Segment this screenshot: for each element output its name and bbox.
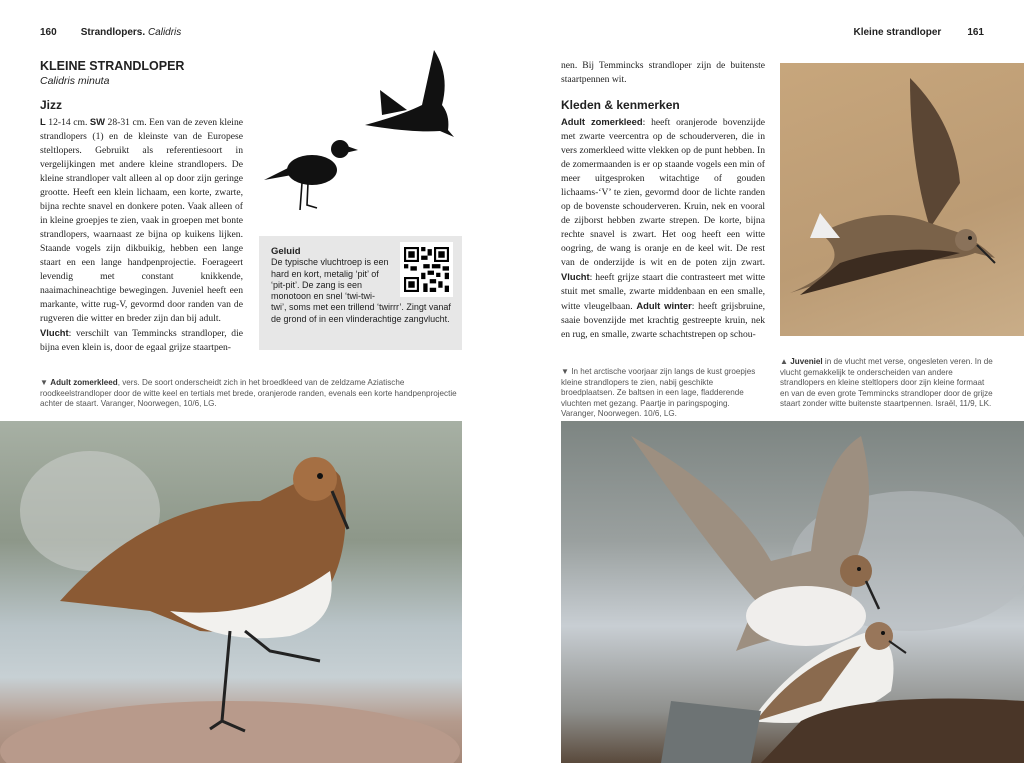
left-photo-caption bbox=[40, 378, 462, 410]
middle-photo-caption bbox=[561, 367, 766, 420]
standing-sandpiper-image bbox=[0, 421, 462, 763]
text-segment: : heeft oranjerode bovenzijde met zwarte veercentra op de schouderveren, die in vers zomerkleed witte vlekken op de punt hebben. In de zomermaanden is er op staande vogels een min of meer uitgesproken witachtige of gouden lichaams-‘V’ te zien, gevormd door de lichte randen op de bovenste schouderveren. Kruin, nek en vooral de zijborst hebben zwarte strepen. De korte, bijna rechte snavel is zwart. Het oog heeft een witte oogring, de wang is oranje en de keel wit. De rest van de onderzijde is wit en de poten zijn zwart. bbox=[561, 117, 765, 268]
bird-silhouettes bbox=[262, 45, 462, 215]
bold-term: Adult zomerkleed bbox=[50, 378, 118, 387]
latin-name: Calidris minuta bbox=[40, 75, 110, 87]
text-segment: 12-14 cm. bbox=[45, 117, 90, 128]
sound-text-content: De typische vluchtroep is een hard en kort, metalig ‘pit’ of ‘pit-pit’. De zang is een monotoon en snel ‘twi-twi-twi’, soms met een trillend ‘twirrr’. Zingt vanaf de grond of in een vlinderachtige zangvlucht. bbox=[271, 257, 451, 324]
page-number: 161 bbox=[967, 27, 984, 38]
jizz-text bbox=[40, 115, 243, 355]
text-segment: in de vlucht met verse, ongesleten veren. In de vlucht gemakkelijk te onderscheiden van andere strandlopers en kleine steltlopers door zijn kleine formaat en van de even grote Temmincks strandloper door de grijze staart zonder witte buitenste staartpennen. Israël, 11/9, LK. bbox=[780, 357, 993, 408]
bold-term: Adult winter bbox=[636, 300, 692, 311]
text-segment: ▼ In het arctische voorjaar zijn langs de kust groepjes kleine strandlopers te zien, nabij geschikte broedplaatsen. Ze baltsen in een lage, fladderende vluchten met gezang. Paartje in paringspoging. Varanger, Noorwegen. 10/6, LG. bbox=[561, 367, 756, 418]
running-head: Strandlopers. bbox=[80, 27, 146, 38]
plumage-heading: Kleden & kenmerken bbox=[561, 98, 680, 112]
text-segment: , vers. De soort onderscheidt zich in het broedkleed van de zeldzame Aziatische roodkeelstrandloper door de witte keel en tertials met brede, oranjerode randen, evenals een korte handpenprojectie achter de staart. Varanger, Noorwegen, 10/6, LG. bbox=[40, 378, 457, 408]
plumage-text bbox=[561, 115, 765, 342]
sound-heading: Geluid bbox=[271, 246, 301, 257]
right-page-header bbox=[854, 27, 985, 38]
photo-pair bbox=[561, 421, 1024, 763]
continued-text: nen. Bij Temmincks strandloper zijn de buitenste staartpennen wit. bbox=[561, 60, 765, 85]
bold-term: Vlucht bbox=[561, 271, 590, 282]
running-head-latin: Calidris bbox=[147, 27, 182, 38]
page-number: 160 bbox=[40, 27, 57, 38]
standing-bird-silhouette bbox=[264, 140, 358, 210]
bold-term: Adult zomerkleed bbox=[561, 116, 643, 127]
bold-term: L bbox=[40, 116, 46, 127]
text-segment: ▲ bbox=[780, 357, 791, 366]
text-segment: 28-31 cm. Een van de zeven kleine strandlopers (1) en de kleinste van de Europese steltlopers. Gebruikt als referentiesoort in vergelijkingen met andere kleine strandlopers. De kleine strandloper valt alleen al op door zijn geringe grootte. Heeft een klein lichaam, een korte, zwarte, bijna rechte snavel en donkere poten. Vaak alleen of in kleine groepjes te zien, vaak in groepen met bonte strandlopers, waarnaast ze bijna op kuikens lijken. Staande vogels zijn dikbuikig, hebben een lange staart en een lange handpenprojectie. Foerageert levendig met constant knikkende, naaimachineachtige bewegingen. Juveniel heeft een markante, witte rug-V, gevormd door randen van de rugveren die witter en breder zijn dan bij adult. bbox=[40, 117, 243, 324]
text-segment: ▼ bbox=[40, 378, 51, 387]
jizz-heading: Jizz bbox=[40, 98, 63, 112]
pair-of-sandpipers-image bbox=[561, 421, 1024, 763]
photo-adult-summer bbox=[0, 421, 462, 763]
flying-bird-silhouette bbox=[365, 50, 454, 137]
text-segment: : verschilt van Temmincks strandloper, die bijna even klein is, door de egaal grijze staartpen- bbox=[40, 328, 243, 353]
bold-term: Vlucht bbox=[40, 327, 69, 338]
text-segment: : heeft grijze staart die contrasteert met witte stuit met smalle, zwarte middenbaan en een smalle, witte vleugelbaan. bbox=[561, 272, 765, 312]
text-segment: : heeft grijsbruine, saaie bovenzijde met krachtig gestreepte kruin, nek en rug, en smalle, zwarte schachtstrepen op schou- bbox=[561, 301, 765, 340]
species-title: KLEINE STRANDLOPER bbox=[40, 59, 185, 73]
bold-term: SW bbox=[89, 116, 105, 127]
bold-term: Juveniel bbox=[790, 357, 823, 366]
qr-code[interactable] bbox=[400, 242, 453, 297]
left-page-header bbox=[40, 27, 181, 38]
flying-sandpiper-image bbox=[780, 63, 1024, 336]
running-head: Kleine strandloper bbox=[853, 27, 942, 38]
right-photo-caption bbox=[780, 357, 995, 410]
photo-juvenile-flight bbox=[780, 63, 1024, 336]
